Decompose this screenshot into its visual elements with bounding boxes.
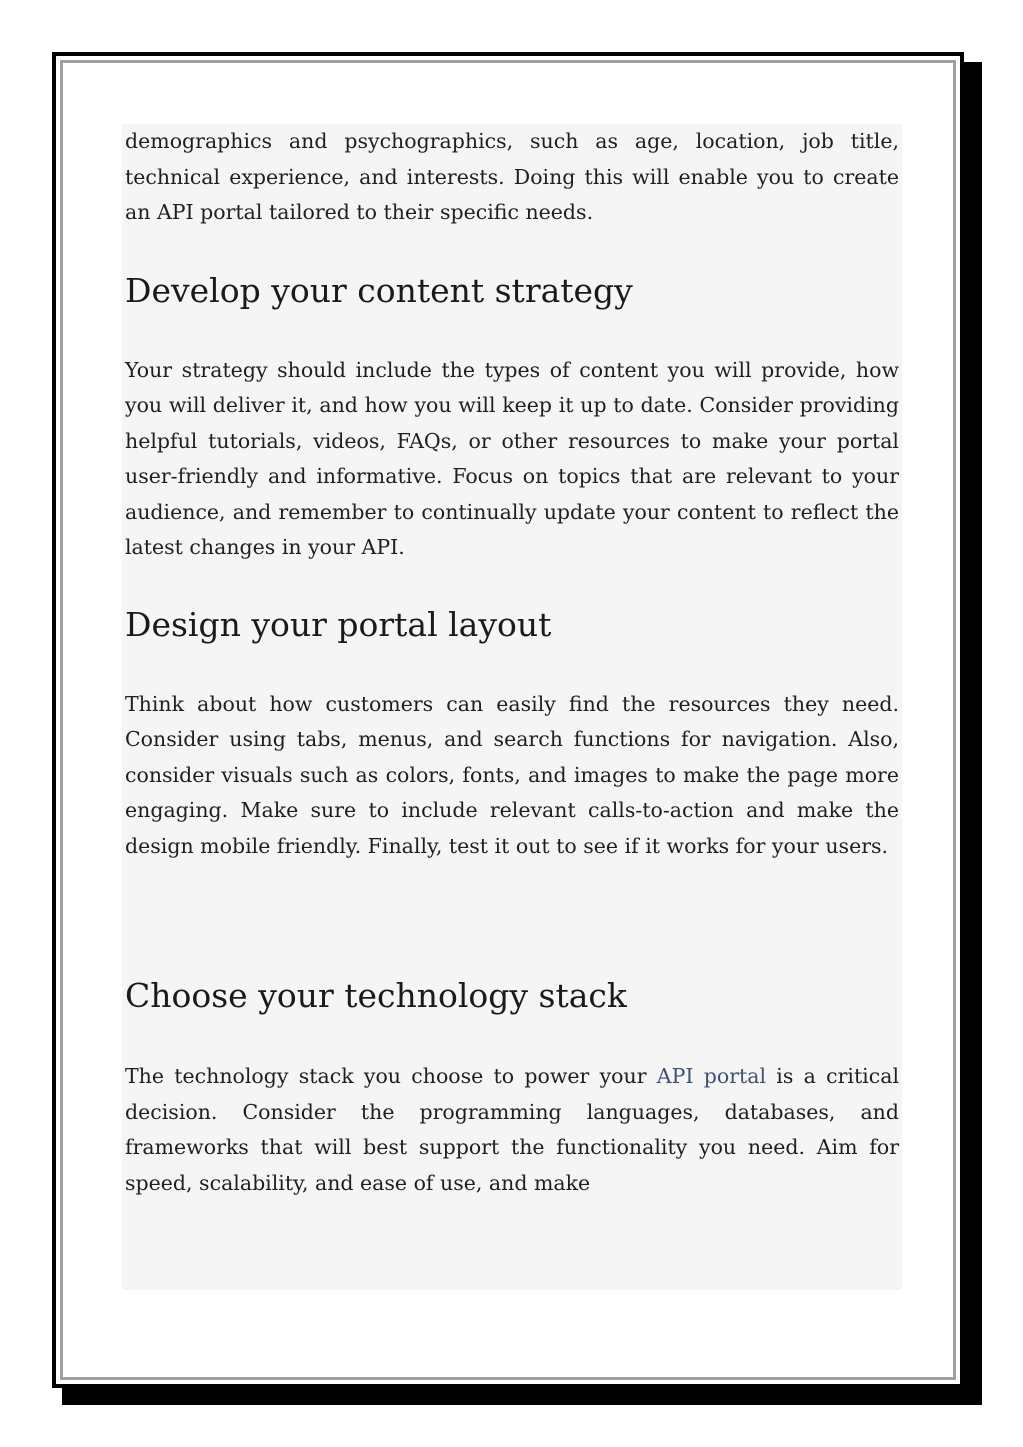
intro-paragraph: demographics and psychographics, such as age, location, job title, technical experience, and interests. Doing this will enable you to create an API portal tailored to their specific needs.: [125, 129, 899, 224]
paragraph-content-strategy: Your strategy should include the types of content you will provide, how you will deliver it, and how you will keep it up to date. Consider providing helpful tutorials, videos, FAQs, or other resources to make your portal user-friendly and informative. Focus on topics that are relevant to your audience, and remember to continually update your content to reflect the latest changes in your API.: [125, 357, 899, 559]
paragraph-text-before-link: The technology stack you choose to power your: [125, 1064, 657, 1088]
paragraph-technology-stack: [125, 1059, 899, 1201]
paragraph-portal-layout: Think about how customers can easily find the resources they need. Consider using tabs, menus, and search functions for navigation. Also, consider visuals such as colors, fonts, and images to make the page more engaging. Make sure to include relevant calls-to-action and make the design mobile friendly. Finally, test it out to see if it works for your users.: [125, 691, 899, 858]
api-portal-link[interactable]: API portal: [656, 1064, 767, 1088]
document-content: [122, 124, 902, 1290]
paragraph-text-after-link: is a critical decision. Consider the programming languages, databases, and frameworks that will best support the functionality you need. Aim for speed, scalability, and ease of use, and make: [125, 1064, 900, 1195]
heading-technology-stack: Choose your technology stack: [125, 976, 627, 1015]
heading-portal-layout: Design your portal layout: [125, 604, 552, 644]
heading-content-strategy: Develop your content strategy: [125, 270, 633, 310]
